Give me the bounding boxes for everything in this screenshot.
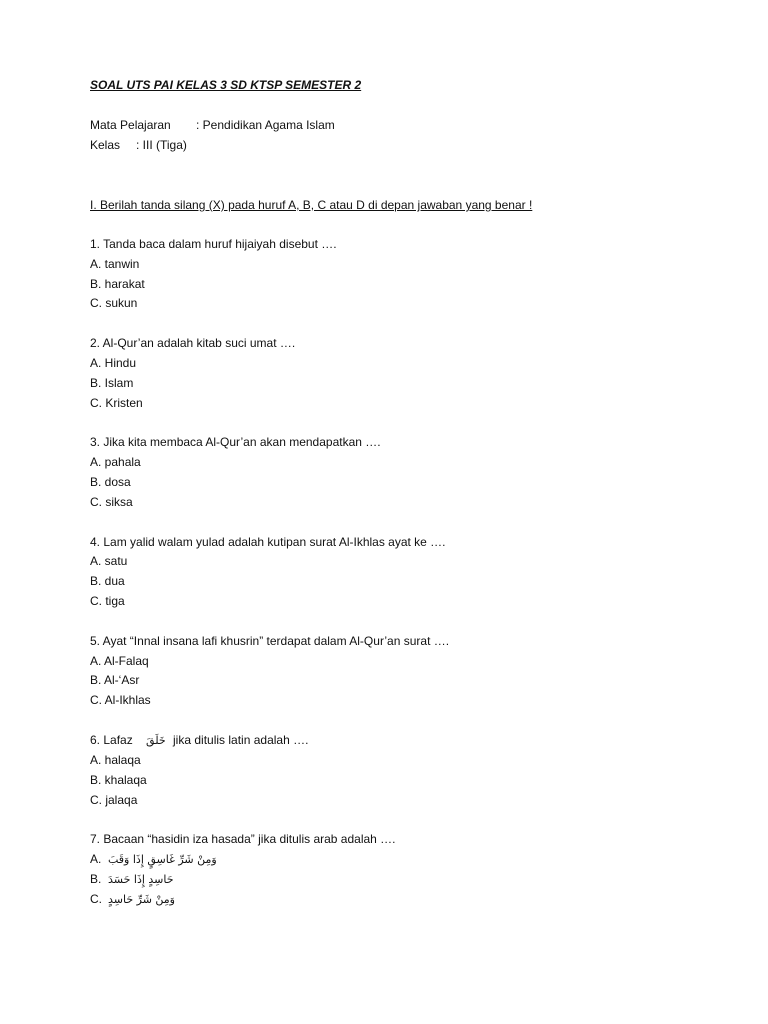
question-4-option-b: B. dua	[90, 574, 125, 588]
class-row	[90, 138, 187, 153]
question-6-arabic-word: خَلَقَ	[146, 734, 166, 747]
class-label: Kelas	[90, 138, 121, 152]
subject-label: Mata Pelajaran	[90, 118, 171, 132]
question-7-option-c	[90, 892, 175, 907]
class-value: : III (Tiga)	[136, 138, 187, 152]
question-4-option-a: A. satu	[90, 554, 128, 568]
question-2-option-b: B. Islam	[90, 376, 134, 390]
question-6	[90, 733, 308, 748]
question-6-option-a: A. halaqa	[90, 753, 141, 767]
question-4-option-c: C. tiga	[90, 594, 125, 608]
question-7-option-b	[90, 872, 174, 887]
question-6-option-c: C. jalaqa	[90, 793, 138, 807]
question-5-option-c: C. Al-Ikhlas	[90, 693, 151, 707]
question-7-option-b-label: B.	[90, 872, 102, 886]
question-7-option-b-arabic: حَاسِدٍ إِذَا حَسَدَ	[108, 873, 174, 886]
question-4: 4. Lam yalid walam yulad adalah kutipan surat Al-Ikhlas ayat ke ….	[90, 535, 446, 549]
subject-row	[90, 118, 335, 133]
question-5-option-a: A. Al-Falaq	[90, 654, 149, 668]
question-7-option-c-arabic: وَمِنْ شَرِّ حَاسِدٍ	[108, 893, 175, 906]
question-7-option-a	[90, 852, 217, 867]
question-5-option-b: B. Al-‘Asr	[90, 673, 140, 687]
question-6-option-b: B. khalaqa	[90, 773, 147, 787]
question-2: 2. Al-Qur’an adalah kitab suci umat ….	[90, 336, 296, 350]
question-5: 5. Ayat “Innal insana lafi khusrin” terdapat dalam Al-Qur’an surat ….	[90, 634, 450, 648]
question-1-option-b: B. harakat	[90, 277, 145, 291]
question-7-option-c-label: C.	[90, 892, 102, 906]
question-1-option-a: A. tanwin	[90, 257, 140, 271]
question-6-prefix: 6. Lafaz	[90, 733, 133, 747]
question-6-suffix: jika ditulis latin adalah ….	[173, 733, 309, 747]
question-3-option-a: A. pahala	[90, 455, 141, 469]
document-title: SOAL UTS PAI KELAS 3 SD KTSP SEMESTER 2	[90, 78, 362, 92]
question-2-option-c: C. Kristen	[90, 396, 143, 410]
question-7: 7. Bacaan “hasidin iza hasada” jika ditulis arab adalah ….	[90, 832, 396, 846]
instruction: I. Berilah tanda silang (X) pada huruf A, B, C atau D di depan jawaban yang benar !	[90, 198, 533, 212]
question-7-option-a-label: A.	[90, 852, 102, 866]
question-7-option-a-arabic: وَمِنْ شَرِّ غَاسِقٍ إِذَا وَقَبَ	[108, 853, 217, 866]
question-3-option-c: C. siksa	[90, 495, 133, 509]
question-1: 1. Tanda baca dalam huruf hijaiyah disebut ….	[90, 237, 337, 251]
question-2-option-a: A. Hindu	[90, 356, 137, 370]
question-3: 3. Jika kita membaca Al-Qur’an akan mendapatkan ….	[90, 435, 381, 449]
question-3-option-b: B. dosa	[90, 475, 131, 489]
question-1-option-c: C. sukun	[90, 296, 138, 310]
subject-value: : Pendidikan Agama Islam	[196, 118, 335, 132]
